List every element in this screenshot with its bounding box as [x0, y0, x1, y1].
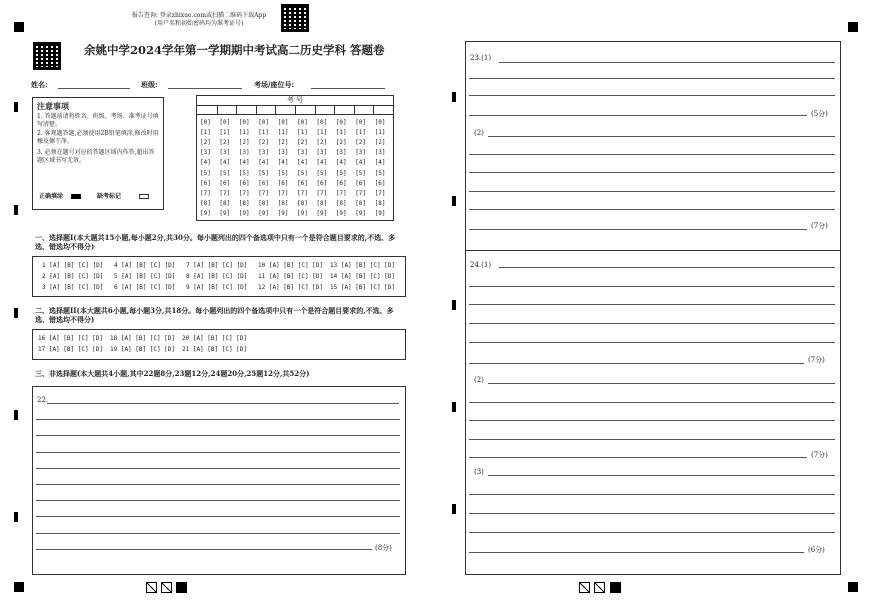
- answer-line[interactable]: [469, 95, 835, 96]
- page-mark-solid: [610, 582, 621, 593]
- exam-id-bubble[interactable]: [4]: [238, 159, 250, 167]
- exam-id-bubble[interactable]: [5]: [335, 169, 347, 177]
- class-field[interactable]: [168, 88, 242, 89]
- exam-id-bubble[interactable]: [3]: [277, 149, 289, 157]
- notes-box: [32, 97, 164, 210]
- exam-id-bubble[interactable]: [8]: [297, 199, 308, 207]
- mc-question-options[interactable]: 8 [A] [B] [C] [D]: [186, 273, 248, 280]
- exam-id-bubble[interactable]: [7]: [200, 189, 211, 197]
- exam-id-bubble[interactable]: [8]: [238, 199, 250, 207]
- answer-line[interactable]: [488, 383, 835, 384]
- question-divider: [466, 250, 840, 251]
- exam-id-bubble[interactable]: [8]: [374, 199, 386, 207]
- exam-id-bubble[interactable]: [7]: [277, 189, 289, 197]
- corner-mark-top-left: [14, 22, 24, 32]
- answer-line[interactable]: [469, 323, 835, 324]
- corner-mark-bottom-right: [848, 582, 858, 592]
- exam-id-bubble[interactable]: [4]: [219, 159, 231, 167]
- seat-label: 考场/座位号:: [254, 80, 295, 89]
- exam-id-col-divider: [354, 106, 355, 115]
- exam-id-col-divider: [334, 106, 335, 115]
- answer-line[interactable]: [36, 549, 372, 550]
- mc-question-options[interactable]: 19 [A] [B] [C] [D]: [110, 346, 176, 353]
- exam-id-bubble[interactable]: [7]: [258, 189, 270, 197]
- page-mark-hatched: [594, 582, 605, 593]
- exam-id-bubble[interactable]: [1]: [200, 129, 211, 137]
- answer-line[interactable]: [36, 533, 400, 534]
- exam-id-bubble[interactable]: [3]: [297, 149, 308, 157]
- q23-label: 23.(1): [470, 54, 492, 62]
- exam-id-bubble[interactable]: [8]: [219, 199, 231, 207]
- exam-id-bubble[interactable]: [2]: [297, 139, 308, 147]
- exam-id-bubble[interactable]: [9]: [355, 209, 367, 217]
- exam-id-bubble[interactable]: [2]: [374, 139, 386, 147]
- answer-line[interactable]: [469, 420, 835, 421]
- exam-id-col-divider: [217, 106, 218, 115]
- exam-id-bubble[interactable]: [3]: [200, 149, 211, 157]
- exam-id-bubble[interactable]: [6]: [335, 179, 347, 187]
- exam-id-bubble[interactable]: [5]: [316, 169, 328, 177]
- exam-id-bubble[interactable]: [5]: [374, 169, 386, 177]
- correct-fill-label: 正确填涂: [39, 193, 64, 200]
- exam-id-bubble[interactable]: [6]: [219, 179, 231, 187]
- q23-part1-score: (5分): [811, 110, 828, 118]
- exam-id-bubble[interactable]: [2]: [335, 139, 347, 147]
- mc-question-options[interactable]: 17 [A] [B] [C] [D]: [38, 346, 104, 353]
- exam-id-bubble[interactable]: [2]: [316, 139, 328, 147]
- exam-id-bubble[interactable]: [2]: [200, 139, 211, 147]
- answer-line[interactable]: [36, 484, 400, 485]
- exam-id-col-divider: [295, 106, 296, 115]
- side-mark: [14, 308, 18, 318]
- exam-id-bubble[interactable]: [5]: [355, 169, 367, 177]
- notes-title: 注意事项: [37, 101, 69, 111]
- answer-line[interactable]: [36, 452, 400, 453]
- exam-id-bubble[interactable]: [3]: [238, 149, 250, 157]
- exam-id-bubble[interactable]: [6]: [277, 179, 289, 187]
- answer-line[interactable]: [36, 419, 400, 420]
- page-mark-solid: [176, 582, 187, 593]
- q24-part3-label: (3): [474, 468, 484, 476]
- exam-id-col-divider: [275, 106, 276, 115]
- side-mark: [14, 512, 18, 522]
- note-item: 3. 必须在题号对应的答题区域内作答,超出答题区域书写无效。: [37, 149, 155, 164]
- exam-id-bubble[interactable]: [3]: [316, 149, 328, 157]
- answer-line[interactable]: [469, 209, 835, 210]
- q22-score: (8分): [375, 544, 392, 552]
- missing-mark-label: 缺考标记: [97, 193, 122, 200]
- exam-id-bubble[interactable]: [5]: [258, 169, 270, 177]
- answer-line[interactable]: [469, 402, 835, 403]
- exam-id-bubble[interactable]: [1]: [219, 129, 231, 137]
- exam-id-bubble[interactable]: [2]: [355, 139, 367, 147]
- note-item: 1. 答题前请将姓名、班级、考场、准考证号填写清楚。: [37, 113, 159, 128]
- exam-id-bubble[interactable]: [6]: [297, 179, 308, 187]
- side-mark: [14, 102, 18, 112]
- exam-id-col-divider: [373, 106, 374, 115]
- exam-id-bubble[interactable]: [0]: [277, 119, 289, 126]
- exam-id-bubble[interactable]: [0]: [238, 119, 250, 126]
- answer-line[interactable]: [488, 136, 835, 137]
- q23-part2-score: (7分): [811, 222, 828, 230]
- class-label: 班级:: [141, 80, 158, 89]
- exam-id-col-divider: [315, 106, 316, 115]
- exam-id-bubble[interactable]: [9]: [297, 209, 308, 217]
- q22-answer-box: [32, 386, 406, 575]
- exam-id-bubble[interactable]: [3]: [258, 149, 270, 157]
- exam-id-bubble[interactable]: [6]: [258, 179, 270, 187]
- q24-part3-score: (6分): [808, 546, 825, 554]
- q24-part1-score: (7分): [808, 356, 825, 364]
- mc-question-options[interactable]: 21 [A] [B] [C] [D]: [182, 346, 248, 353]
- answer-line[interactable]: [469, 552, 804, 553]
- exam-id-bubble[interactable]: [4]: [297, 159, 308, 167]
- exam-id-bubble[interactable]: [5]: [200, 169, 211, 177]
- exam-id-bubble[interactable]: [9]: [374, 209, 386, 217]
- mc-question-options[interactable]: 11 [A] [B] [C] [D]: [258, 273, 324, 280]
- side-mark: [452, 504, 456, 514]
- answer-line[interactable]: [36, 468, 400, 469]
- exam-id-bubble[interactable]: [0]: [374, 119, 386, 126]
- section2-heading: 二、选择题II(本大题共6小题,每小题3分,共18分。每小题列出的四个备选项中只有一个是符合题目要求的,不选、多选、错选均不得分): [35, 306, 394, 324]
- answer-line[interactable]: [469, 532, 835, 533]
- q24-part2-label: (2): [474, 376, 484, 384]
- exam-id-bubble[interactable]: [1]: [277, 129, 289, 137]
- exam-id-bubble[interactable]: [8]: [277, 199, 289, 207]
- correct-fill-sample: [71, 194, 81, 199]
- exam-id-bubble[interactable]: [9]: [277, 209, 289, 217]
- exam-id-bubble[interactable]: [8]: [258, 199, 270, 207]
- exam-id-bubble[interactable]: [0]: [335, 119, 347, 126]
- answer-line[interactable]: [469, 78, 835, 79]
- section1-heading: 一、选择题I(本大题共15小题,每小题2分,共30分。每小题列出的四个备选项中只有一个是符合题目要求的,不选、多选、错选均不得分): [35, 233, 396, 251]
- answer-line[interactable]: [469, 154, 835, 155]
- answer-line[interactable]: [469, 191, 835, 192]
- exam-id-bubble[interactable]: [7]: [335, 189, 347, 197]
- exam-id-bubble[interactable]: [4]: [258, 159, 270, 167]
- answer-line[interactable]: [47, 403, 399, 404]
- exam-id-bubble[interactable]: [1]: [238, 129, 250, 137]
- exam-id-bubble[interactable]: [1]: [335, 129, 347, 137]
- answer-line[interactable]: [469, 115, 807, 116]
- exam-id-bubble[interactable]: [4]: [316, 159, 328, 167]
- exam-id-bubble[interactable]: [2]: [277, 139, 289, 147]
- exam-id-bubble[interactable]: [5]: [219, 169, 231, 177]
- q23-part2-label: (2): [474, 129, 484, 137]
- side-mark: [14, 410, 18, 420]
- answer-line[interactable]: [488, 475, 835, 476]
- exam-id-bubble[interactable]: [9]: [238, 209, 250, 217]
- page-title: 余姚中学2024学年第一学期期中考试高二历史学科 答题卷: [84, 43, 385, 57]
- exam-id-bubble[interactable]: [9]: [200, 209, 211, 217]
- exam-id-bubble[interactable]: [5]: [238, 169, 250, 177]
- barcode-qr-frame: [33, 42, 61, 70]
- exam-id-bubble[interactable]: [7]: [374, 189, 386, 197]
- mc-question-options[interactable]: 13 [A] [B] [C] [D]: [330, 262, 396, 269]
- mc-question-options[interactable]: 14 [A] [B] [C] [D]: [330, 273, 396, 280]
- answer-line[interactable]: [469, 439, 835, 440]
- q24-label: 24.(1): [470, 261, 492, 269]
- exam-id-bubble[interactable]: [3]: [374, 149, 386, 157]
- exam-id-bubble[interactable]: [8]: [355, 199, 367, 207]
- name-label: 姓名:: [31, 80, 48, 89]
- exam-id-bubble[interactable]: [8]: [316, 199, 328, 207]
- exam-id-col-divider: [236, 106, 237, 115]
- answer-line[interactable]: [469, 494, 835, 495]
- answer-line[interactable]: [499, 62, 835, 63]
- exam-id-bubble[interactable]: [2]: [258, 139, 270, 147]
- exam-id-bubble[interactable]: [2]: [219, 139, 231, 147]
- answer-line[interactable]: [469, 172, 835, 173]
- exam-id-bubble[interactable]: [4]: [335, 159, 347, 167]
- side-mark: [14, 205, 18, 215]
- exam-id-bubble[interactable]: [0]: [355, 119, 367, 126]
- exam-id-bubble[interactable]: [0]: [297, 119, 308, 126]
- exam-id-bubble[interactable]: [6]: [200, 179, 211, 187]
- answer-line[interactable]: [469, 304, 835, 305]
- answer-line[interactable]: [36, 516, 400, 517]
- exam-id-bubble[interactable]: [8]: [335, 199, 347, 207]
- missing-mark-box[interactable]: [139, 194, 149, 199]
- section1-answer-box: [32, 256, 406, 297]
- answer-line[interactable]: [469, 457, 807, 458]
- section2-answer-box: [32, 329, 406, 360]
- side-mark: [452, 196, 456, 206]
- exam-id-bubble[interactable]: [9]: [335, 209, 347, 217]
- answer-line[interactable]: [36, 500, 400, 501]
- mc-question-options[interactable]: 15 [A] [B] [C] [D]: [330, 284, 396, 291]
- side-mark: [452, 92, 456, 102]
- report-query-note: (用户名和初始密码均为准考证号): [154, 20, 244, 27]
- mc-question-options[interactable]: 18 [A] [B] [C] [D]: [110, 335, 176, 342]
- right-answer-box: [465, 41, 841, 575]
- exam-id-bubble[interactable]: [7]: [238, 189, 250, 197]
- exam-id-bubble[interactable]: [4]: [374, 159, 386, 167]
- report-query-line: 报告查询: 登录zhixue.com或扫描二维码下载App: [131, 12, 267, 19]
- exam-id-bubble[interactable]: [0]: [219, 119, 231, 126]
- exam-id-bubble[interactable]: [5]: [297, 169, 308, 177]
- exam-id-bubble[interactable]: [4]: [277, 159, 289, 167]
- exam-id-label: 考 号: [197, 96, 393, 106]
- exam-id-bubble[interactable]: [6]: [238, 179, 250, 187]
- exam-id-bubble[interactable]: [2]: [238, 139, 250, 147]
- mc-question-options[interactable]: 2 [A] [B] [C] [D]: [42, 273, 104, 280]
- side-mark: [452, 402, 456, 412]
- mc-question-options[interactable]: 20 [A] [B] [C] [D]: [182, 335, 248, 342]
- answer-line[interactable]: [469, 513, 835, 514]
- note-item: 2. 客观题答题,必须使用2B铅笔填涂,修改时用橡皮擦干净。: [37, 130, 159, 145]
- exam-id-bubble[interactable]: [3]: [219, 149, 231, 157]
- mc-question-options[interactable]: 10 [A] [B] [C] [D]: [258, 262, 324, 269]
- answer-line[interactable]: [469, 286, 835, 287]
- page-mark-hatched: [161, 582, 172, 593]
- answer-line[interactable]: [499, 267, 835, 268]
- exam-id-bubble[interactable]: [1]: [316, 129, 328, 137]
- exam-id-bubble[interactable]: [9]: [219, 209, 231, 217]
- exam-id-bubble[interactable]: [1]: [297, 129, 308, 137]
- corner-mark-top-right: [848, 22, 858, 32]
- mc-question-options[interactable]: 1 [A] [B] [C] [D]: [42, 262, 104, 269]
- q22-label: 22.: [37, 396, 49, 404]
- exam-id-bubble[interactable]: [8]: [200, 199, 211, 207]
- exam-id-bubble[interactable]: [9]: [316, 209, 328, 217]
- answer-line[interactable]: [469, 342, 835, 343]
- mc-question-options[interactable]: 7 [A] [B] [C] [D]: [186, 262, 248, 269]
- page-mark-hatched: [146, 582, 157, 593]
- exam-id-bubble[interactable]: [7]: [316, 189, 328, 197]
- exam-id-bubble[interactable]: [0]: [200, 119, 211, 126]
- exam-id-bubble[interactable]: [0]: [316, 119, 328, 126]
- mc-question-options[interactable]: 16 [A] [B] [C] [D]: [38, 335, 104, 342]
- exam-id-bubble[interactable]: [1]: [258, 129, 270, 137]
- exam-id-bubble[interactable]: [3]: [355, 149, 367, 157]
- exam-id-bubble[interactable]: [9]: [258, 209, 270, 217]
- exam-id-bubble[interactable]: [0]: [258, 119, 270, 126]
- exam-id-bubble[interactable]: [6]: [355, 179, 367, 187]
- section3-heading: 三、非选择题(本大题共4小题,其中22题8分,23题12分,24题20分,25题12分,共52分): [35, 369, 310, 378]
- mc-question-options[interactable]: 6 [A] [B] [C] [D]: [114, 284, 176, 291]
- answer-line[interactable]: [469, 363, 804, 364]
- answer-line[interactable]: [469, 229, 807, 230]
- exam-id-bubble[interactable]: [7]: [297, 189, 308, 197]
- exam-id-grid: [196, 95, 394, 221]
- exam-id-bubble[interactable]: [6]: [316, 179, 328, 187]
- exam-id-bubble[interactable]: [4]: [200, 159, 211, 167]
- seat-field[interactable]: [311, 88, 385, 89]
- exam-id-bubble[interactable]: [3]: [335, 149, 347, 157]
- side-mark: [452, 300, 456, 310]
- exam-id-bubble[interactable]: [5]: [277, 169, 289, 177]
- q24-part2-score: (7分): [811, 451, 828, 459]
- exam-id-bubble[interactable]: [7]: [355, 189, 367, 197]
- answer-line[interactable]: [36, 435, 400, 436]
- exam-id-col-divider: [256, 106, 257, 115]
- exam-id-bubble[interactable]: [6]: [374, 179, 386, 187]
- exam-id-bubble[interactable]: [1]: [355, 129, 367, 137]
- qr-code-frame: [281, 4, 309, 32]
- mc-question-options[interactable]: 4 [A] [B] [C] [D]: [114, 262, 176, 269]
- name-field[interactable]: [58, 88, 130, 89]
- exam-id-bubble[interactable]: [1]: [374, 129, 386, 137]
- exam-id-bubble[interactable]: [7]: [219, 189, 231, 197]
- corner-mark-bottom-left: [14, 582, 24, 592]
- exam-id-bubble[interactable]: [4]: [355, 159, 367, 167]
- mc-question-options[interactable]: 12 [A] [B] [C] [D]: [258, 284, 324, 291]
- mc-question-options[interactable]: 3 [A] [B] [C] [D]: [42, 284, 104, 291]
- page-mark-hatched: [579, 582, 590, 593]
- mc-question-options[interactable]: 9 [A] [B] [C] [D]: [186, 284, 248, 291]
- mc-question-options[interactable]: 5 [A] [B] [C] [D]: [114, 273, 176, 280]
